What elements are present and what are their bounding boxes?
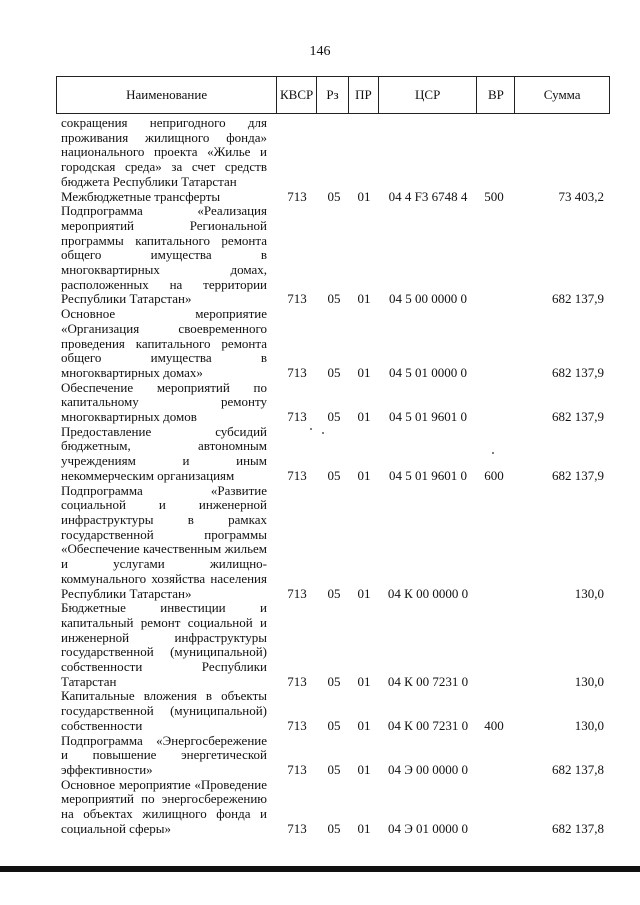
row-rz: 05 <box>327 467 341 483</box>
scan-speck <box>310 428 312 430</box>
row-vr: 500 <box>484 188 504 204</box>
row-kvsr: 713 <box>287 585 307 601</box>
row-sum: 130,0 <box>574 585 604 601</box>
row-kvsr: 713 <box>287 364 307 380</box>
row-sum: 130,0 <box>574 717 604 733</box>
row-sum: 73 403,2 <box>558 188 604 204</box>
row-pr: 01 <box>357 364 371 380</box>
table-row <box>0 307 640 381</box>
row-sum: 682 137,9 <box>552 291 604 307</box>
row-name: Подпрограмма «Энергосбережение и повышение энергетической эффективности» <box>61 732 267 777</box>
row-sum: 682 137,9 <box>552 467 604 483</box>
row-kvsr: 713 <box>287 409 307 425</box>
row-rz: 05 <box>327 188 341 204</box>
row-pr: 01 <box>357 467 371 483</box>
row-name: Бюджетные инвестиции и капитальный ремонт социальной и инженерной инфраструктуры государственной (муниципальной) собственности Республики Татарстан <box>61 600 267 689</box>
table-header <box>56 76 610 114</box>
row-sum: 682 137,8 <box>552 820 604 836</box>
row-pr: 01 <box>357 820 371 836</box>
table-row <box>0 778 640 837</box>
table-row <box>0 601 640 689</box>
table-row <box>0 190 640 205</box>
row-rz: 05 <box>327 585 341 601</box>
row-kvsr: 713 <box>287 291 307 307</box>
row-pr: 01 <box>357 761 371 777</box>
row-csr: 04 Э 00 0000 0 <box>387 761 469 777</box>
table-body <box>0 116 640 836</box>
row-csr: 04 5 00 0000 0 <box>389 291 467 307</box>
row-rz: 05 <box>327 673 341 689</box>
row-rz: 05 <box>327 717 341 733</box>
page-number: 146 <box>309 44 331 59</box>
row-kvsr: 713 <box>287 820 307 836</box>
row-sum: 130,0 <box>574 673 604 689</box>
row-csr: 04 5 01 9601 0 <box>389 467 467 483</box>
header-csr: ЦСР <box>379 77 478 113</box>
row-csr: 04 К 00 7231 0 <box>387 673 469 689</box>
row-vr: 400 <box>484 717 504 733</box>
row-sum: 682 137,9 <box>552 364 604 380</box>
row-csr: 04 5 01 9601 0 <box>389 409 467 425</box>
row-pr: 01 <box>357 188 371 204</box>
row-pr: 01 <box>357 717 371 733</box>
row-pr: 01 <box>357 673 371 689</box>
row-pr: 01 <box>357 291 371 307</box>
table-row <box>0 425 640 484</box>
row-rz: 05 <box>327 820 341 836</box>
scan-edge-bar <box>0 866 640 872</box>
table-row <box>0 116 640 190</box>
row-pr: 01 <box>357 409 371 425</box>
row-sum: 682 137,9 <box>552 409 604 425</box>
header-vr: ВР <box>477 77 515 113</box>
table-row <box>0 484 640 602</box>
row-name: Основное мероприятие «Организация своевременного проведения капитального ремонта общего имущества в многоквартирных домах» <box>61 306 267 380</box>
header-rz: Рз <box>317 77 349 113</box>
row-csr: 04 К 00 0000 0 <box>387 585 469 601</box>
row-name: Капитальные вложения в объекты государственной (муниципальной) собственности <box>61 688 267 733</box>
row-kvsr: 713 <box>287 717 307 733</box>
row-csr: 04 К 00 7231 0 <box>387 717 469 733</box>
row-name: Подпрограмма «Развитие социальной и инженерной инфраструктуры в рамках государственной программы «Обеспечение качественным жильем и услугами жилищно-коммунального хозяйства населения Республики Татарстан» <box>61 482 267 601</box>
row-name: Обеспечение мероприятий по капитальному ремонту многоквартирных домов <box>61 379 267 425</box>
row-rz: 05 <box>327 364 341 380</box>
row-name: Основное мероприятие «Проведение мероприятий по энергосбережению на объектах жилищного фонда и социальной сферы» <box>61 776 267 836</box>
row-rz: 05 <box>327 291 341 307</box>
row-name: Межбюджетные трансферты <box>61 188 221 204</box>
table-row <box>0 689 640 733</box>
row-name: сокращения непригодного для проживания жилищного фонда» национального проекта «Жилье и городская среда» за счет средств бюджета Республики Татарстан <box>61 115 267 189</box>
row-rz: 05 <box>327 409 341 425</box>
scan-speck <box>492 452 494 454</box>
row-pr: 01 <box>357 585 371 601</box>
table-row <box>0 734 640 778</box>
row-kvsr: 713 <box>287 188 307 204</box>
row-csr: 04 5 01 0000 0 <box>389 364 467 380</box>
row-kvsr: 713 <box>287 761 307 777</box>
scan-speck <box>322 432 324 434</box>
row-sum: 682 137,8 <box>552 761 604 777</box>
header-sum: Сумма <box>543 87 581 102</box>
row-name: Предоставление субсидий бюджетным, автономным учреждениям и иным некоммерческим организациям <box>61 423 267 483</box>
header-kvsr: КВСР <box>277 77 317 113</box>
row-csr: 04 4 F3 6748 4 <box>388 188 468 204</box>
row-name: Подпрограмма «Реализация мероприятий Региональной программы капитального ремонта общего имущества в многоквартирных домах, расположенных на территории Республики Татарстан» <box>61 203 267 307</box>
row-kvsr: 713 <box>287 467 307 483</box>
row-vr: 600 <box>484 467 504 483</box>
table-row <box>0 204 640 307</box>
header-name: Наименование <box>57 77 277 113</box>
header-pr: ПР <box>349 77 379 113</box>
row-rz: 05 <box>327 761 341 777</box>
row-csr: 04 Э 01 0000 0 <box>387 820 469 836</box>
row-kvsr: 713 <box>287 673 307 689</box>
table-row <box>0 381 640 425</box>
